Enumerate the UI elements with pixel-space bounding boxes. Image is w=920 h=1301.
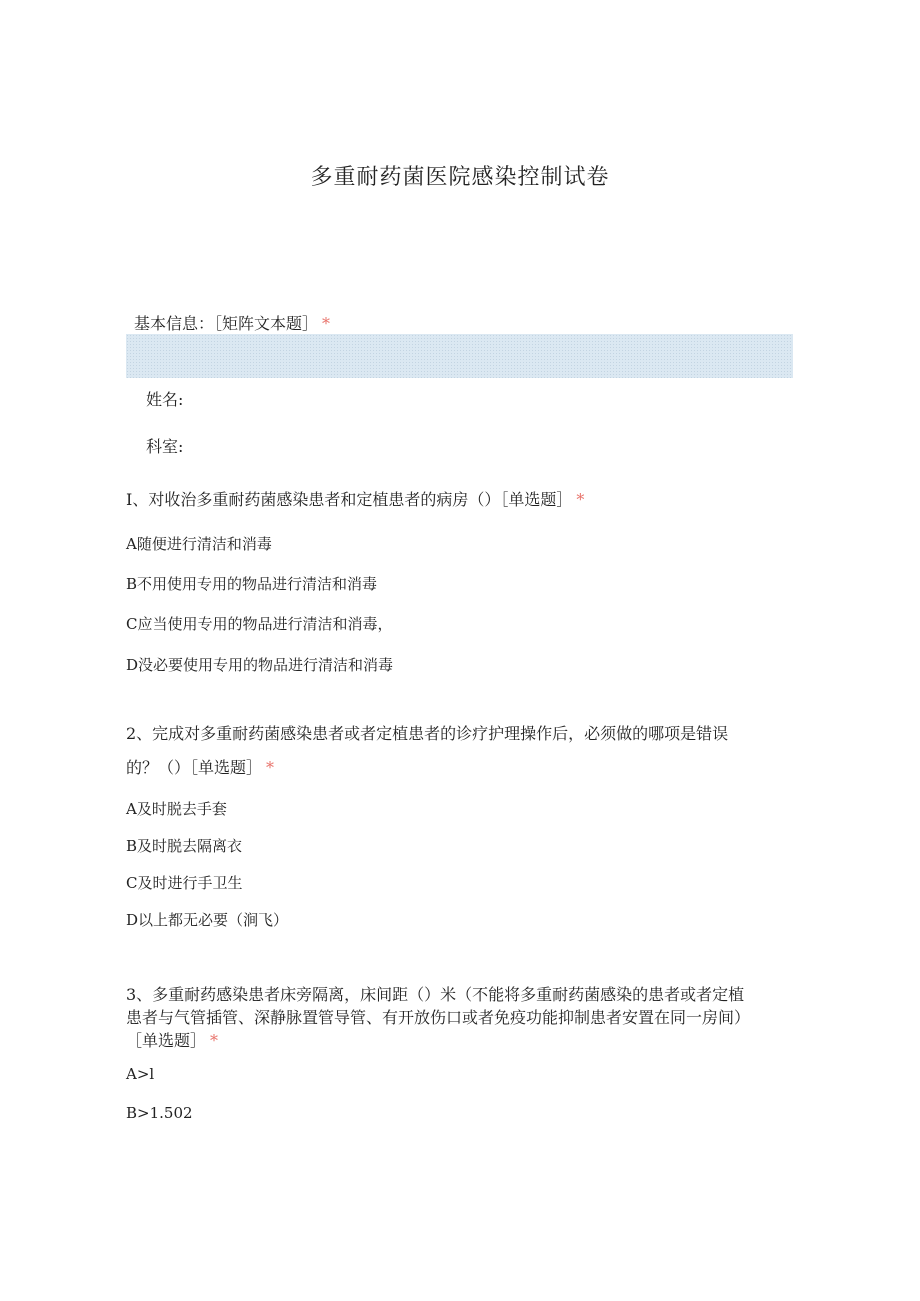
question-3-option-a[interactable]: A>l — [126, 1065, 155, 1083]
question-2-option-c[interactable]: C及时进行手卫生 — [126, 874, 243, 892]
question-2-label: 的？（）［单选题］ — [126, 758, 263, 777]
required-mark: * — [266, 758, 275, 777]
question-2-option-b[interactable]: B及时脱去隔离衣 — [126, 837, 243, 855]
department-field-label[interactable]: 科室: — [146, 437, 184, 456]
basic-info-label — [134, 314, 330, 334]
matrix-header-bar — [126, 334, 793, 378]
question-1-option-c[interactable]: C应当使用专用的物品进行清洁和消毒， — [126, 615, 393, 633]
question-2-text-line2 — [126, 758, 274, 778]
question-2-option-a[interactable]: A及时脱去手套 — [126, 800, 227, 818]
question-2-option-d[interactable]: D以上都无必要（涧飞） — [126, 911, 289, 929]
required-mark: * — [210, 1031, 219, 1050]
name-field-label[interactable]: 姓名: — [146, 390, 184, 409]
basic-info-text: 基本信息：［矩阵文本题］ — [134, 314, 319, 333]
page-title: 多重耐药菌医院感染控制试卷 — [310, 165, 610, 190]
question-3-option-b[interactable]: B>1.502 — [126, 1104, 193, 1122]
required-mark: * — [322, 314, 331, 333]
question-1-label: I、对收治多重耐药菌感染患者和定植患者的病房（）［单选题］ — [126, 490, 573, 509]
question-1-option-b[interactable]: B不用使用专用的物品进行清洁和消毒 — [126, 575, 378, 593]
question-1-option-a[interactable]: A随便进行清洁和消毒 — [126, 535, 272, 553]
question-2-text-line1: 2、完成对多重耐药菌感染患者或者定植患者的诊疗护理操作后，必须做的哪项是错误 — [126, 724, 729, 743]
question-3-text-line3 — [126, 1031, 218, 1051]
required-mark: * — [576, 490, 585, 509]
question-3-text-line2: 患者与气管插管、深静脉置管导管、有开放伤口或者免疫功能抑制患者安置在同一房间） — [126, 1008, 751, 1027]
question-3-label: ［单选题］ — [126, 1031, 207, 1050]
question-3-text-line1: 3、多重耐药感染患者床旁隔离，床间距（）米（不能将多重耐药菌感染的患者或者定植 — [126, 985, 745, 1004]
question-1-option-d[interactable]: D没必要使用专用的物品进行清洁和消毒 — [126, 656, 394, 674]
question-1-text — [126, 490, 584, 510]
